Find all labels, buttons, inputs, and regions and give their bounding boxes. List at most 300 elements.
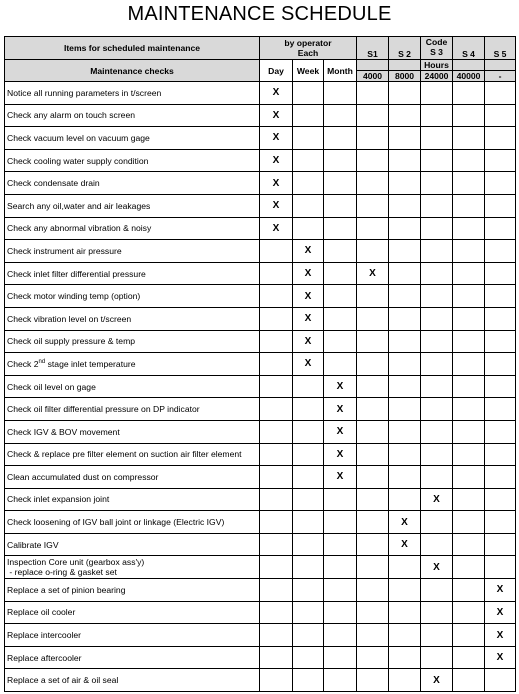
schedule-mark-cell xyxy=(293,398,324,421)
code-s3-label: S 3 xyxy=(430,47,443,57)
schedule-mark-cell xyxy=(453,217,485,240)
item-text-superscript: nd xyxy=(38,359,46,366)
table-row xyxy=(5,82,516,105)
table-row xyxy=(5,488,516,511)
schedule-mark-cell: X xyxy=(389,511,421,534)
schedule-mark-cell xyxy=(293,466,324,489)
schedule-mark-cell xyxy=(453,330,485,353)
table-row xyxy=(5,217,516,240)
schedule-mark-cell xyxy=(324,285,357,308)
schedule-mark-cell xyxy=(260,601,293,624)
table-row xyxy=(5,646,516,669)
schedule-mark-cell xyxy=(421,375,453,398)
schedule-mark-cell xyxy=(389,149,421,172)
schedule-mark-cell xyxy=(357,443,389,466)
maintenance-checks-header: Maintenance checks xyxy=(5,60,260,82)
schedule-mark-cell xyxy=(357,82,389,105)
schedule-mark-cell xyxy=(389,601,421,624)
header-row-2 xyxy=(5,60,516,82)
schedule-mark-cell: X xyxy=(324,466,357,489)
maintenance-item: Replace aftercooler xyxy=(5,646,260,669)
maintenance-item: Check instrument air pressure xyxy=(5,240,260,263)
schedule-mark-cell xyxy=(389,488,421,511)
schedule-mark-cell xyxy=(324,217,357,240)
schedule-mark-cell xyxy=(485,217,516,240)
maintenance-item: Check & replace pre filter element on suction air filter element xyxy=(5,443,260,466)
maintenance-item: Check motor winding temp (option) xyxy=(5,285,260,308)
schedule-mark-cell: X xyxy=(324,398,357,421)
schedule-mark-cell xyxy=(357,624,389,647)
schedule-mark-cell xyxy=(293,624,324,647)
schedule-mark-cell: X xyxy=(485,646,516,669)
month-header: Month xyxy=(324,60,357,82)
schedule-mark-cell xyxy=(324,579,357,602)
items-header: Items for scheduled maintenance xyxy=(5,37,260,60)
schedule-mark-cell xyxy=(293,443,324,466)
schedule-mark-cell xyxy=(453,443,485,466)
schedule-mark-cell xyxy=(357,240,389,263)
schedule-mark-cell xyxy=(324,82,357,105)
schedule-mark-cell xyxy=(260,240,293,263)
hours-8000-header xyxy=(389,60,421,82)
schedule-mark-cell xyxy=(453,127,485,150)
schedule-mark-cell xyxy=(421,240,453,263)
schedule-mark-cell xyxy=(389,646,421,669)
schedule-mark-cell xyxy=(453,104,485,127)
schedule-mark-cell xyxy=(260,488,293,511)
schedule-mark-cell xyxy=(485,307,516,330)
schedule-mark-cell xyxy=(389,217,421,240)
maintenance-item: Check oil supply pressure & temp xyxy=(5,330,260,353)
maintenance-item xyxy=(5,353,260,376)
schedule-mark-cell xyxy=(421,172,453,195)
schedule-mark-cell xyxy=(421,601,453,624)
table-row xyxy=(5,601,516,624)
code-s5-label: S 5 xyxy=(493,49,507,59)
schedule-mark-cell: X xyxy=(421,556,453,579)
schedule-mark-cell xyxy=(324,556,357,579)
schedule-mark-cell: X xyxy=(293,307,324,330)
schedule-mark-cell: X xyxy=(357,262,389,285)
schedule-mark-cell xyxy=(357,330,389,353)
schedule-mark-cell: X xyxy=(485,601,516,624)
schedule-mark-cell xyxy=(260,285,293,308)
schedule-mark-cell xyxy=(324,669,357,692)
schedule-mark-cell xyxy=(324,624,357,647)
schedule-mark-cell xyxy=(260,398,293,421)
schedule-mark-cell xyxy=(389,669,421,692)
schedule-mark-cell xyxy=(389,556,421,579)
schedule-mark-cell xyxy=(421,217,453,240)
schedule-mark-cell xyxy=(389,443,421,466)
schedule-mark-cell xyxy=(324,240,357,263)
schedule-mark-cell xyxy=(389,194,421,217)
maintenance-item: Replace oil cooler xyxy=(5,601,260,624)
schedule-mark-cell xyxy=(357,375,389,398)
schedule-mark-cell xyxy=(421,533,453,556)
schedule-mark-cell xyxy=(453,82,485,105)
schedule-mark-cell xyxy=(389,285,421,308)
schedule-mark-cell xyxy=(485,127,516,150)
maintenance-item: Check oil level on gage xyxy=(5,375,260,398)
schedule-mark-cell xyxy=(260,262,293,285)
code-s1-label: S1 xyxy=(367,49,378,59)
table-row xyxy=(5,172,516,195)
schedule-mark-cell xyxy=(357,601,389,624)
schedule-mark-cell xyxy=(293,420,324,443)
schedule-mark-cell xyxy=(260,533,293,556)
schedule-mark-cell: X xyxy=(293,330,324,353)
schedule-mark-cell xyxy=(389,353,421,376)
schedule-mark-cell xyxy=(357,511,389,534)
maintenance-item: Check loosening of IGV ball joint or linkage (Electric IGV) xyxy=(5,511,260,534)
maintenance-item: Replace a set of air & oil seal xyxy=(5,669,260,692)
schedule-mark-cell xyxy=(260,466,293,489)
schedule-mark-cell xyxy=(389,398,421,421)
schedule-mark-cell: X xyxy=(324,420,357,443)
schedule-mark-cell xyxy=(260,353,293,376)
maintenance-table xyxy=(4,36,516,692)
table-row xyxy=(5,104,516,127)
schedule-mark-cell xyxy=(453,556,485,579)
schedule-mark-cell xyxy=(421,646,453,669)
schedule-mark-cell: X xyxy=(293,285,324,308)
maintenance-item: Check any alarm on touch screen xyxy=(5,104,260,127)
schedule-mark-cell xyxy=(324,353,357,376)
schedule-mark-cell xyxy=(389,262,421,285)
table-row xyxy=(5,285,516,308)
table-row xyxy=(5,330,516,353)
schedule-mark-cell xyxy=(324,172,357,195)
schedule-mark-cell xyxy=(389,330,421,353)
schedule-mark-cell xyxy=(485,194,516,217)
table-row xyxy=(5,375,516,398)
schedule-mark-cell xyxy=(389,104,421,127)
schedule-mark-cell xyxy=(357,149,389,172)
by-operator-header xyxy=(260,37,357,60)
schedule-mark-cell xyxy=(421,262,453,285)
schedule-mark-cell xyxy=(293,669,324,692)
schedule-mark-cell: X xyxy=(421,669,453,692)
schedule-mark-cell xyxy=(293,104,324,127)
table-row xyxy=(5,669,516,692)
schedule-mark-cell xyxy=(389,127,421,150)
schedule-mark-cell xyxy=(324,601,357,624)
table-row xyxy=(5,262,516,285)
page-title: MAINTENANCE SCHEDULE xyxy=(127,3,392,25)
schedule-mark-cell xyxy=(357,285,389,308)
hours-4000-header xyxy=(357,60,389,82)
maintenance-item xyxy=(5,556,260,579)
schedule-mark-cell xyxy=(453,669,485,692)
schedule-mark-cell xyxy=(260,579,293,602)
schedule-mark-cell xyxy=(453,511,485,534)
schedule-mark-cell xyxy=(357,646,389,669)
code-s4-header xyxy=(453,37,485,60)
maintenance-rows xyxy=(5,82,516,692)
schedule-mark-cell xyxy=(421,443,453,466)
schedule-mark-cell xyxy=(485,556,516,579)
code-s1-header xyxy=(357,37,389,60)
table-row xyxy=(5,466,516,489)
schedule-mark-cell xyxy=(453,307,485,330)
schedule-mark-cell: X xyxy=(293,353,324,376)
schedule-mark-cell xyxy=(260,624,293,647)
item-text-line1: Inspection Core unit (gearbox ass'y) xyxy=(7,557,145,568)
schedule-mark-cell xyxy=(357,420,389,443)
schedule-mark-cell xyxy=(485,285,516,308)
schedule-mark-cell xyxy=(260,646,293,669)
schedule-mark-cell xyxy=(485,488,516,511)
schedule-mark-cell xyxy=(293,217,324,240)
schedule-mark-cell xyxy=(485,443,516,466)
code-s5-header xyxy=(485,37,516,60)
schedule-mark-cell xyxy=(324,104,357,127)
schedule-mark-cell xyxy=(421,624,453,647)
maintenance-item: Replace a set of pinion bearing xyxy=(5,579,260,602)
header-row-1 xyxy=(5,37,516,60)
table-row xyxy=(5,307,516,330)
schedule-mark-cell: X xyxy=(260,172,293,195)
hours-24000-label: 24000 xyxy=(424,71,449,81)
schedule-mark-cell xyxy=(324,511,357,534)
schedule-mark-cell xyxy=(260,511,293,534)
schedule-mark-cell xyxy=(324,533,357,556)
schedule-mark-cell: X xyxy=(260,149,293,172)
maintenance-item: Check any abnormal vibration & noisy xyxy=(5,217,260,240)
schedule-mark-cell xyxy=(389,420,421,443)
hours-4000-label: 4000 xyxy=(362,71,383,81)
schedule-mark-cell xyxy=(293,149,324,172)
code-s2-header xyxy=(389,37,421,60)
table-row xyxy=(5,398,516,421)
schedule-mark-cell xyxy=(324,307,357,330)
schedule-mark-cell: X xyxy=(485,624,516,647)
schedule-mark-cell xyxy=(389,307,421,330)
schedule-mark-cell xyxy=(357,127,389,150)
schedule-mark-cell xyxy=(293,511,324,534)
schedule-mark-cell xyxy=(453,240,485,263)
schedule-mark-cell xyxy=(421,149,453,172)
schedule-mark-cell xyxy=(357,488,389,511)
schedule-mark-cell xyxy=(485,669,516,692)
by-operator-label: by operator Each xyxy=(284,38,332,58)
schedule-mark-cell xyxy=(324,194,357,217)
schedule-mark-cell xyxy=(485,82,516,105)
schedule-mark-cell: X xyxy=(485,579,516,602)
schedule-mark-cell xyxy=(453,172,485,195)
schedule-mark-cell xyxy=(421,194,453,217)
maintenance-item: Check condensate drain xyxy=(5,172,260,195)
maintenance-item: Replace intercooler xyxy=(5,624,260,647)
maintenance-item: Check vacuum level on vacuum gage xyxy=(5,127,260,150)
schedule-mark-cell: X xyxy=(324,443,357,466)
schedule-mark-cell xyxy=(421,353,453,376)
table-row xyxy=(5,240,516,263)
table-row xyxy=(5,194,516,217)
schedule-mark-cell xyxy=(293,194,324,217)
schedule-mark-cell xyxy=(260,307,293,330)
schedule-mark-cell xyxy=(453,353,485,376)
schedule-mark-cell xyxy=(357,466,389,489)
schedule-mark-cell xyxy=(485,420,516,443)
code-s2-label: S 2 xyxy=(398,49,411,59)
maintenance-item: Check cooling water supply condition xyxy=(5,149,260,172)
schedule-mark-cell xyxy=(389,466,421,489)
schedule-mark-cell xyxy=(324,262,357,285)
schedule-mark-cell xyxy=(357,353,389,376)
table-row xyxy=(5,624,516,647)
schedule-mark-cell xyxy=(357,533,389,556)
schedule-mark-cell: X xyxy=(293,262,324,285)
schedule-mark-cell xyxy=(389,579,421,602)
schedule-mark-cell xyxy=(293,646,324,669)
schedule-mark-cell xyxy=(324,646,357,669)
schedule-mark-cell xyxy=(389,240,421,263)
schedule-mark-cell xyxy=(453,579,485,602)
schedule-mark-cell xyxy=(485,375,516,398)
schedule-mark-cell xyxy=(324,488,357,511)
schedule-mark-cell xyxy=(421,82,453,105)
schedule-mark-cell xyxy=(453,398,485,421)
schedule-mark-cell xyxy=(485,330,516,353)
week-header: Week xyxy=(293,60,324,82)
schedule-mark-cell: X xyxy=(293,240,324,263)
schedule-mark-cell xyxy=(357,217,389,240)
table-row xyxy=(5,127,516,150)
schedule-mark-cell xyxy=(260,443,293,466)
maintenance-item: Check vibration level on t/screen xyxy=(5,307,260,330)
schedule-mark-cell xyxy=(293,172,324,195)
schedule-mark-cell xyxy=(485,353,516,376)
schedule-mark-cell xyxy=(485,533,516,556)
schedule-mark-cell xyxy=(421,307,453,330)
schedule-mark-cell xyxy=(293,601,324,624)
schedule-mark-cell xyxy=(421,420,453,443)
item-text-prefix: Check 2 xyxy=(7,358,39,369)
hours-label: Hours xyxy=(421,60,452,71)
schedule-mark-cell: X xyxy=(389,533,421,556)
schedule-mark-cell xyxy=(485,262,516,285)
table-row xyxy=(5,353,516,376)
schedule-mark-cell xyxy=(357,194,389,217)
schedule-mark-cell xyxy=(421,398,453,421)
table-row xyxy=(5,149,516,172)
table-row xyxy=(5,511,516,534)
maintenance-item: Search any oil,water and air leakages xyxy=(5,194,260,217)
schedule-mark-cell xyxy=(260,330,293,353)
schedule-mark-cell: X xyxy=(260,104,293,127)
schedule-mark-cell xyxy=(421,511,453,534)
schedule-mark-cell xyxy=(421,285,453,308)
schedule-mark-cell: X xyxy=(421,488,453,511)
schedule-mark-cell xyxy=(389,375,421,398)
schedule-mark-cell xyxy=(293,375,324,398)
item-text-line2: - replace o-ring & gasket set xyxy=(7,567,117,578)
maintenance-item: Check inlet filter differential pressure xyxy=(5,262,260,285)
hours-40000-label: 40000 xyxy=(456,71,481,81)
schedule-mark-cell xyxy=(293,556,324,579)
schedule-mark-cell xyxy=(453,533,485,556)
schedule-mark-cell xyxy=(293,488,324,511)
hours-8000-label: 8000 xyxy=(394,71,415,81)
schedule-mark-cell: X xyxy=(260,82,293,105)
maintenance-item: Check IGV & BOV movement xyxy=(5,420,260,443)
code-label: Code xyxy=(425,37,448,47)
schedule-mark-cell xyxy=(357,104,389,127)
hours-24000-header xyxy=(421,60,453,82)
item-text-suffix: stage inlet temperature xyxy=(45,358,136,369)
maintenance-item: Notice all running parameters in t/screen xyxy=(5,82,260,105)
schedule-mark-cell xyxy=(421,579,453,602)
table-row xyxy=(5,443,516,466)
schedule-mark-cell xyxy=(421,466,453,489)
schedule-mark-cell: X xyxy=(260,217,293,240)
schedule-mark-cell xyxy=(357,556,389,579)
hours-none-header xyxy=(485,60,516,82)
schedule-mark-cell xyxy=(453,601,485,624)
schedule-mark-cell xyxy=(260,420,293,443)
hours-40000-header xyxy=(453,60,485,82)
code-s3-header xyxy=(421,37,453,60)
schedule-mark-cell xyxy=(485,398,516,421)
schedule-mark-cell xyxy=(293,579,324,602)
schedule-mark-cell: X xyxy=(260,127,293,150)
schedule-mark-cell xyxy=(324,330,357,353)
schedule-mark-cell xyxy=(293,533,324,556)
schedule-mark-cell xyxy=(453,646,485,669)
schedule-mark-cell xyxy=(453,194,485,217)
schedule-mark-cell xyxy=(485,240,516,263)
schedule-mark-cell xyxy=(293,82,324,105)
schedule-mark-cell xyxy=(357,579,389,602)
table-row xyxy=(5,420,516,443)
schedule-mark-cell xyxy=(389,82,421,105)
schedule-mark-cell xyxy=(357,172,389,195)
schedule-mark-cell xyxy=(421,330,453,353)
schedule-mark-cell xyxy=(485,511,516,534)
schedule-mark-cell xyxy=(260,375,293,398)
schedule-mark-cell xyxy=(357,398,389,421)
schedule-mark-cell xyxy=(389,624,421,647)
table-row xyxy=(5,579,516,602)
schedule-mark-cell xyxy=(260,669,293,692)
schedule-mark-cell xyxy=(453,285,485,308)
schedule-mark-cell xyxy=(485,149,516,172)
schedule-mark-cell: X xyxy=(324,375,357,398)
schedule-mark-cell xyxy=(324,127,357,150)
schedule-mark-cell xyxy=(453,624,485,647)
maintenance-item: Clean accumulated dust on compressor xyxy=(5,466,260,489)
maintenance-item: Calibrate IGV xyxy=(5,533,260,556)
schedule-mark-cell xyxy=(453,488,485,511)
schedule-mark-cell xyxy=(421,127,453,150)
schedule-mark-cell xyxy=(324,149,357,172)
schedule-mark-cell xyxy=(293,127,324,150)
schedule-mark-cell xyxy=(389,172,421,195)
schedule-mark-cell xyxy=(453,420,485,443)
maintenance-item: Check oil filter differential pressure on DP indicator xyxy=(5,398,260,421)
table-row xyxy=(5,533,516,556)
schedule-mark-cell: X xyxy=(260,194,293,217)
day-header: Day xyxy=(260,60,293,82)
hours-none-label: - xyxy=(498,71,502,81)
schedule-mark-cell xyxy=(260,556,293,579)
code-s4-label: S 4 xyxy=(462,49,475,59)
schedule-mark-cell xyxy=(357,669,389,692)
schedule-mark-cell xyxy=(453,375,485,398)
schedule-mark-cell xyxy=(421,104,453,127)
